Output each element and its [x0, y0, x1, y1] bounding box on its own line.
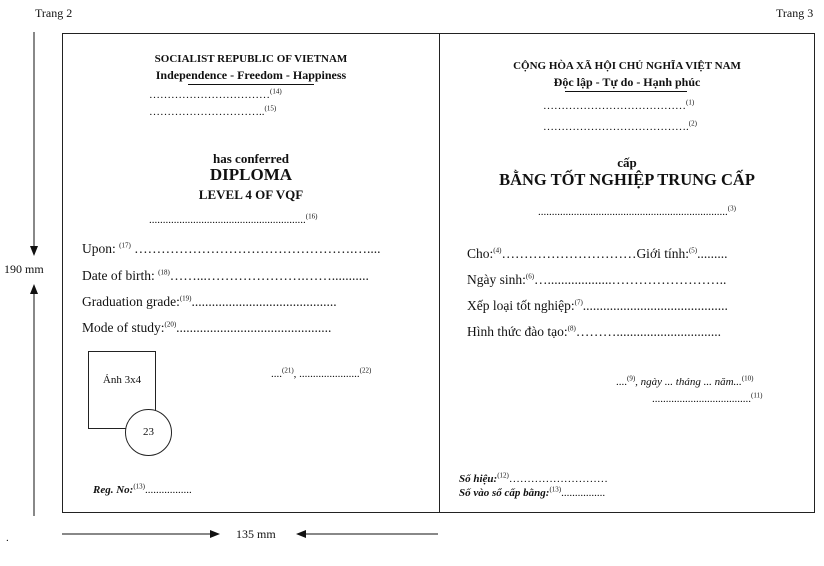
height-dimension-arrows — [28, 30, 40, 530]
stray-dot: . — [6, 532, 9, 544]
vn-grant: cấp — [617, 155, 637, 170]
height-dimension-label: 190 mm — [4, 262, 44, 276]
vn-header-line2: Độc lập - Tự do - Hạnh phúc — [553, 75, 701, 89]
en-line-15: …………………………..$^{(15)}$ — [149, 104, 277, 118]
en-dob-field: Date of birth: $^{(18)}$……...………………….……........... — [82, 268, 369, 283]
en-grade-field: Graduation grade:$^{(19)}$........................................... — [82, 294, 337, 309]
vn-signature-line: ....................................$^{(11)}$ — [652, 391, 763, 405]
vn-line-3: .....................................................................$^{(3)}$ — [538, 204, 736, 218]
vn-dob-field: Ngày sinh:$^{(6)}$…...................…………………….. — [467, 272, 727, 287]
vn-place-date: ....$^{(9)}$, ngày ... tháng ... năm...$^{(10)}$ — [616, 374, 754, 388]
en-reg-no: Reg. No:$^{(13)}$................. — [93, 482, 192, 496]
en-conferred: has conferred — [213, 151, 289, 166]
en-header-underline — [188, 84, 314, 85]
en-subtitle: LEVEL 4 OF VQF — [198, 187, 304, 202]
vn-title: BẰNG TỐT NGHIỆP TRUNG CẤP — [499, 170, 755, 189]
vn-for-field: Cho:$^{(4)}$…………………………Giới tính:$^{(5)}$......... — [467, 246, 728, 261]
vn-mode-field: Hình thức đào tạo:$^{(8)}$………............................... — [467, 324, 721, 339]
en-header-line1: SOCIALIST REPUBLIC OF VIETNAM — [154, 53, 348, 65]
vn-register-no: Số vào sổ cấp bằng:$^{(13)}$................ — [459, 485, 606, 499]
en-line-14: ……………………………$^{(14)}$ — [149, 87, 282, 101]
en-mode-field: Mode of study:$^{(20)}$.............................................. — [82, 320, 332, 335]
seal-circle — [125, 409, 172, 456]
en-header-line2: Independence - Freedom - Happiness — [155, 68, 347, 82]
seal-label: 23 — [143, 426, 154, 438]
vn-header-line1: CỘNG HÒA XÃ HỘI CHỦ NGHĨA VIỆT NAM — [513, 60, 741, 72]
width-dimension-label: 135 mm — [236, 527, 276, 541]
en-title: DIPLOMA — [209, 165, 293, 184]
en-place-date: ....$^{(21)}$, ......................$^{(22)}$ — [271, 366, 372, 380]
en-upon-field: Upon: $^{(17)}$ ………………………………………….….... — [82, 241, 381, 256]
vn-header-underline — [565, 91, 687, 92]
photo-label: Ảnh 3x4 — [102, 374, 142, 386]
page-label-right: Trang 3 — [776, 6, 814, 20]
page-label-left: Trang 2 — [35, 6, 73, 20]
vn-grade-field: Xếp loại tốt nghiệp:$^{(7)}$........................................... — [467, 298, 728, 313]
vn-line-2: ………………………………….$^{(2)}$ — [543, 119, 697, 133]
vn-serial-no: Số hiệu:$^{(12)}$……………………… — [459, 471, 608, 485]
en-line-16: .........................................................$^{(16)}$ — [149, 212, 318, 226]
vn-line-1: …………………………………$^{(1)}$ — [543, 98, 695, 112]
